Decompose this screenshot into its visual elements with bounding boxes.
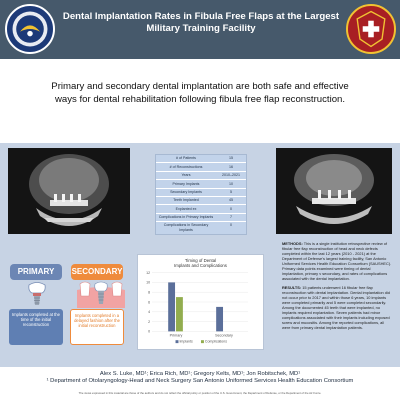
legend-swatch bbox=[176, 340, 179, 343]
teeth-with-implant-icon bbox=[77, 280, 125, 308]
table-cell-label: # of Reconstructions bbox=[169, 164, 203, 169]
x-tick-label: Secondary bbox=[215, 333, 233, 338]
y-tick-label: 0 bbox=[148, 329, 151, 334]
poster-title: Dental Implantation Rates in Fibula Free Flaps at the Largest Military Training Facility bbox=[62, 11, 340, 34]
table-row bbox=[156, 205, 246, 213]
methods-label: METHODS: bbox=[282, 241, 303, 246]
table-cell-value: 16 bbox=[229, 164, 233, 169]
table-cell-value: 0 bbox=[230, 223, 232, 228]
table-row bbox=[156, 214, 246, 222]
primary-badge: PRIMARY bbox=[10, 264, 62, 280]
army-medical-crest-icon bbox=[346, 4, 396, 54]
table-cell-label: Complications in Secondary Implants bbox=[163, 223, 209, 232]
author-affiliation: ¹ Department of Otolaryngology-Head and Neck Surgery San Antonio Uniformed Services Health Education Consortium bbox=[46, 378, 354, 385]
key-finding-headline: Primary and secondary dental implantation are both safe and effective ways for dental rehabilitation following fibula free flap reconstruction. bbox=[51, 81, 349, 105]
x-tick-label: Primary bbox=[169, 333, 183, 338]
table-cell-value: 45 bbox=[229, 198, 233, 203]
table-cell-label: Complications in Primary Implants bbox=[158, 215, 214, 220]
legend-swatch bbox=[201, 340, 204, 343]
legend-label: Complications bbox=[204, 339, 227, 344]
table-cell-label: # of Patients bbox=[176, 156, 196, 161]
header-bar bbox=[0, 0, 400, 59]
table-cell-value: 7 bbox=[230, 215, 232, 220]
chart-title-line: Implants and Complications bbox=[174, 262, 227, 268]
table-row bbox=[156, 163, 246, 171]
bar-implants-primary bbox=[168, 282, 175, 331]
methods-body: This is a single institution retrospective review of fibular free flap reconstruction of head and neck defects completed within the last 12 years (2010 - 2021) at the Department of Defense's largest training facility, San Antonio Uniformed Services Health Education Consortium (SAUSHEC). Primary data points examined were timing of dental implantation, primary v secondary, and rates of complications associated with the dental implantation. bbox=[282, 241, 392, 281]
table-row bbox=[156, 197, 246, 205]
bar-complications-primary bbox=[176, 297, 183, 331]
implant-complications-chart bbox=[137, 254, 264, 350]
secondary-description: Implants completed in a delayed fashion after the initial reconstruction bbox=[70, 309, 124, 345]
table-cell-label: Secondary Implants bbox=[170, 189, 202, 194]
table-cell-value: 0 bbox=[230, 206, 232, 211]
y-tick-label: 2 bbox=[148, 319, 151, 324]
table-row bbox=[156, 155, 246, 163]
secondary-badge: SECONDARY bbox=[71, 264, 123, 280]
methods-results-text bbox=[282, 241, 393, 334]
air-force-seal-icon bbox=[5, 4, 55, 54]
table-cell-value: 10 bbox=[229, 181, 233, 186]
y-tick-label: 12 bbox=[146, 270, 151, 275]
methods-paragraph bbox=[282, 241, 393, 281]
chart-svg bbox=[138, 255, 263, 349]
results-label: RESULTS: bbox=[282, 285, 302, 290]
table-cell-label: Explanted ex bbox=[175, 206, 197, 211]
table-row bbox=[156, 172, 246, 180]
table-row bbox=[156, 189, 246, 197]
table-cell-label: Years bbox=[181, 173, 191, 178]
dental-implant-icon bbox=[26, 281, 48, 307]
table-cell-label: Primary Implants bbox=[172, 181, 200, 186]
y-tick-label: 4 bbox=[148, 310, 151, 315]
results-body: 15 patients underwent 16 fibular free flap reconstruction with dental implantation. Dental implantation did not occur prior to 2017 and within those 6 years, 10 implants were completed primarily and 5 were completed secondarily. Among the documented 45 teeth that were implanted, no implants required explantation. Seven patients had minor complications associated with their implants including exposed screw and mucositis. Among the reported complications, all were from primary dental implantation patients. bbox=[282, 285, 390, 330]
author-names: Alex S. Luke, MD¹; Erica Rich, MD¹; Gregory Kelts, MD¹; Jon Robitschek, MD¹ bbox=[99, 371, 301, 377]
table-cell-value: 2010–2021 bbox=[222, 173, 240, 178]
chart-title-line: Timing of Dental bbox=[184, 257, 217, 263]
table-cell-label: Teeth Implanted bbox=[173, 198, 199, 203]
patient-stats-table bbox=[155, 154, 247, 235]
table-cell-value: 5 bbox=[230, 189, 232, 194]
table-cell-value: 15 bbox=[229, 156, 233, 161]
table-row bbox=[156, 222, 246, 234]
chart-title bbox=[174, 258, 227, 268]
y-tick-label: 10 bbox=[146, 280, 151, 285]
results-paragraph bbox=[282, 285, 393, 330]
y-tick-label: 8 bbox=[148, 290, 151, 295]
legend-label: Implants bbox=[179, 339, 193, 344]
primary-description: Implants completed at the time of the initial reconstruction bbox=[9, 309, 63, 345]
ct-scan-image-right bbox=[276, 148, 392, 234]
author-block bbox=[20, 371, 380, 386]
table-row bbox=[156, 180, 246, 188]
disclaimer-text: The views expressed in this material are those of the authors and do not reflect the official policy or position of the U.S. Government, the Department of Defense, or the Department of the Air Force. bbox=[78, 391, 322, 395]
y-tick-label: 6 bbox=[148, 300, 151, 305]
bar-implants-secondary bbox=[216, 307, 223, 331]
ct-scan-image-left bbox=[8, 148, 130, 234]
